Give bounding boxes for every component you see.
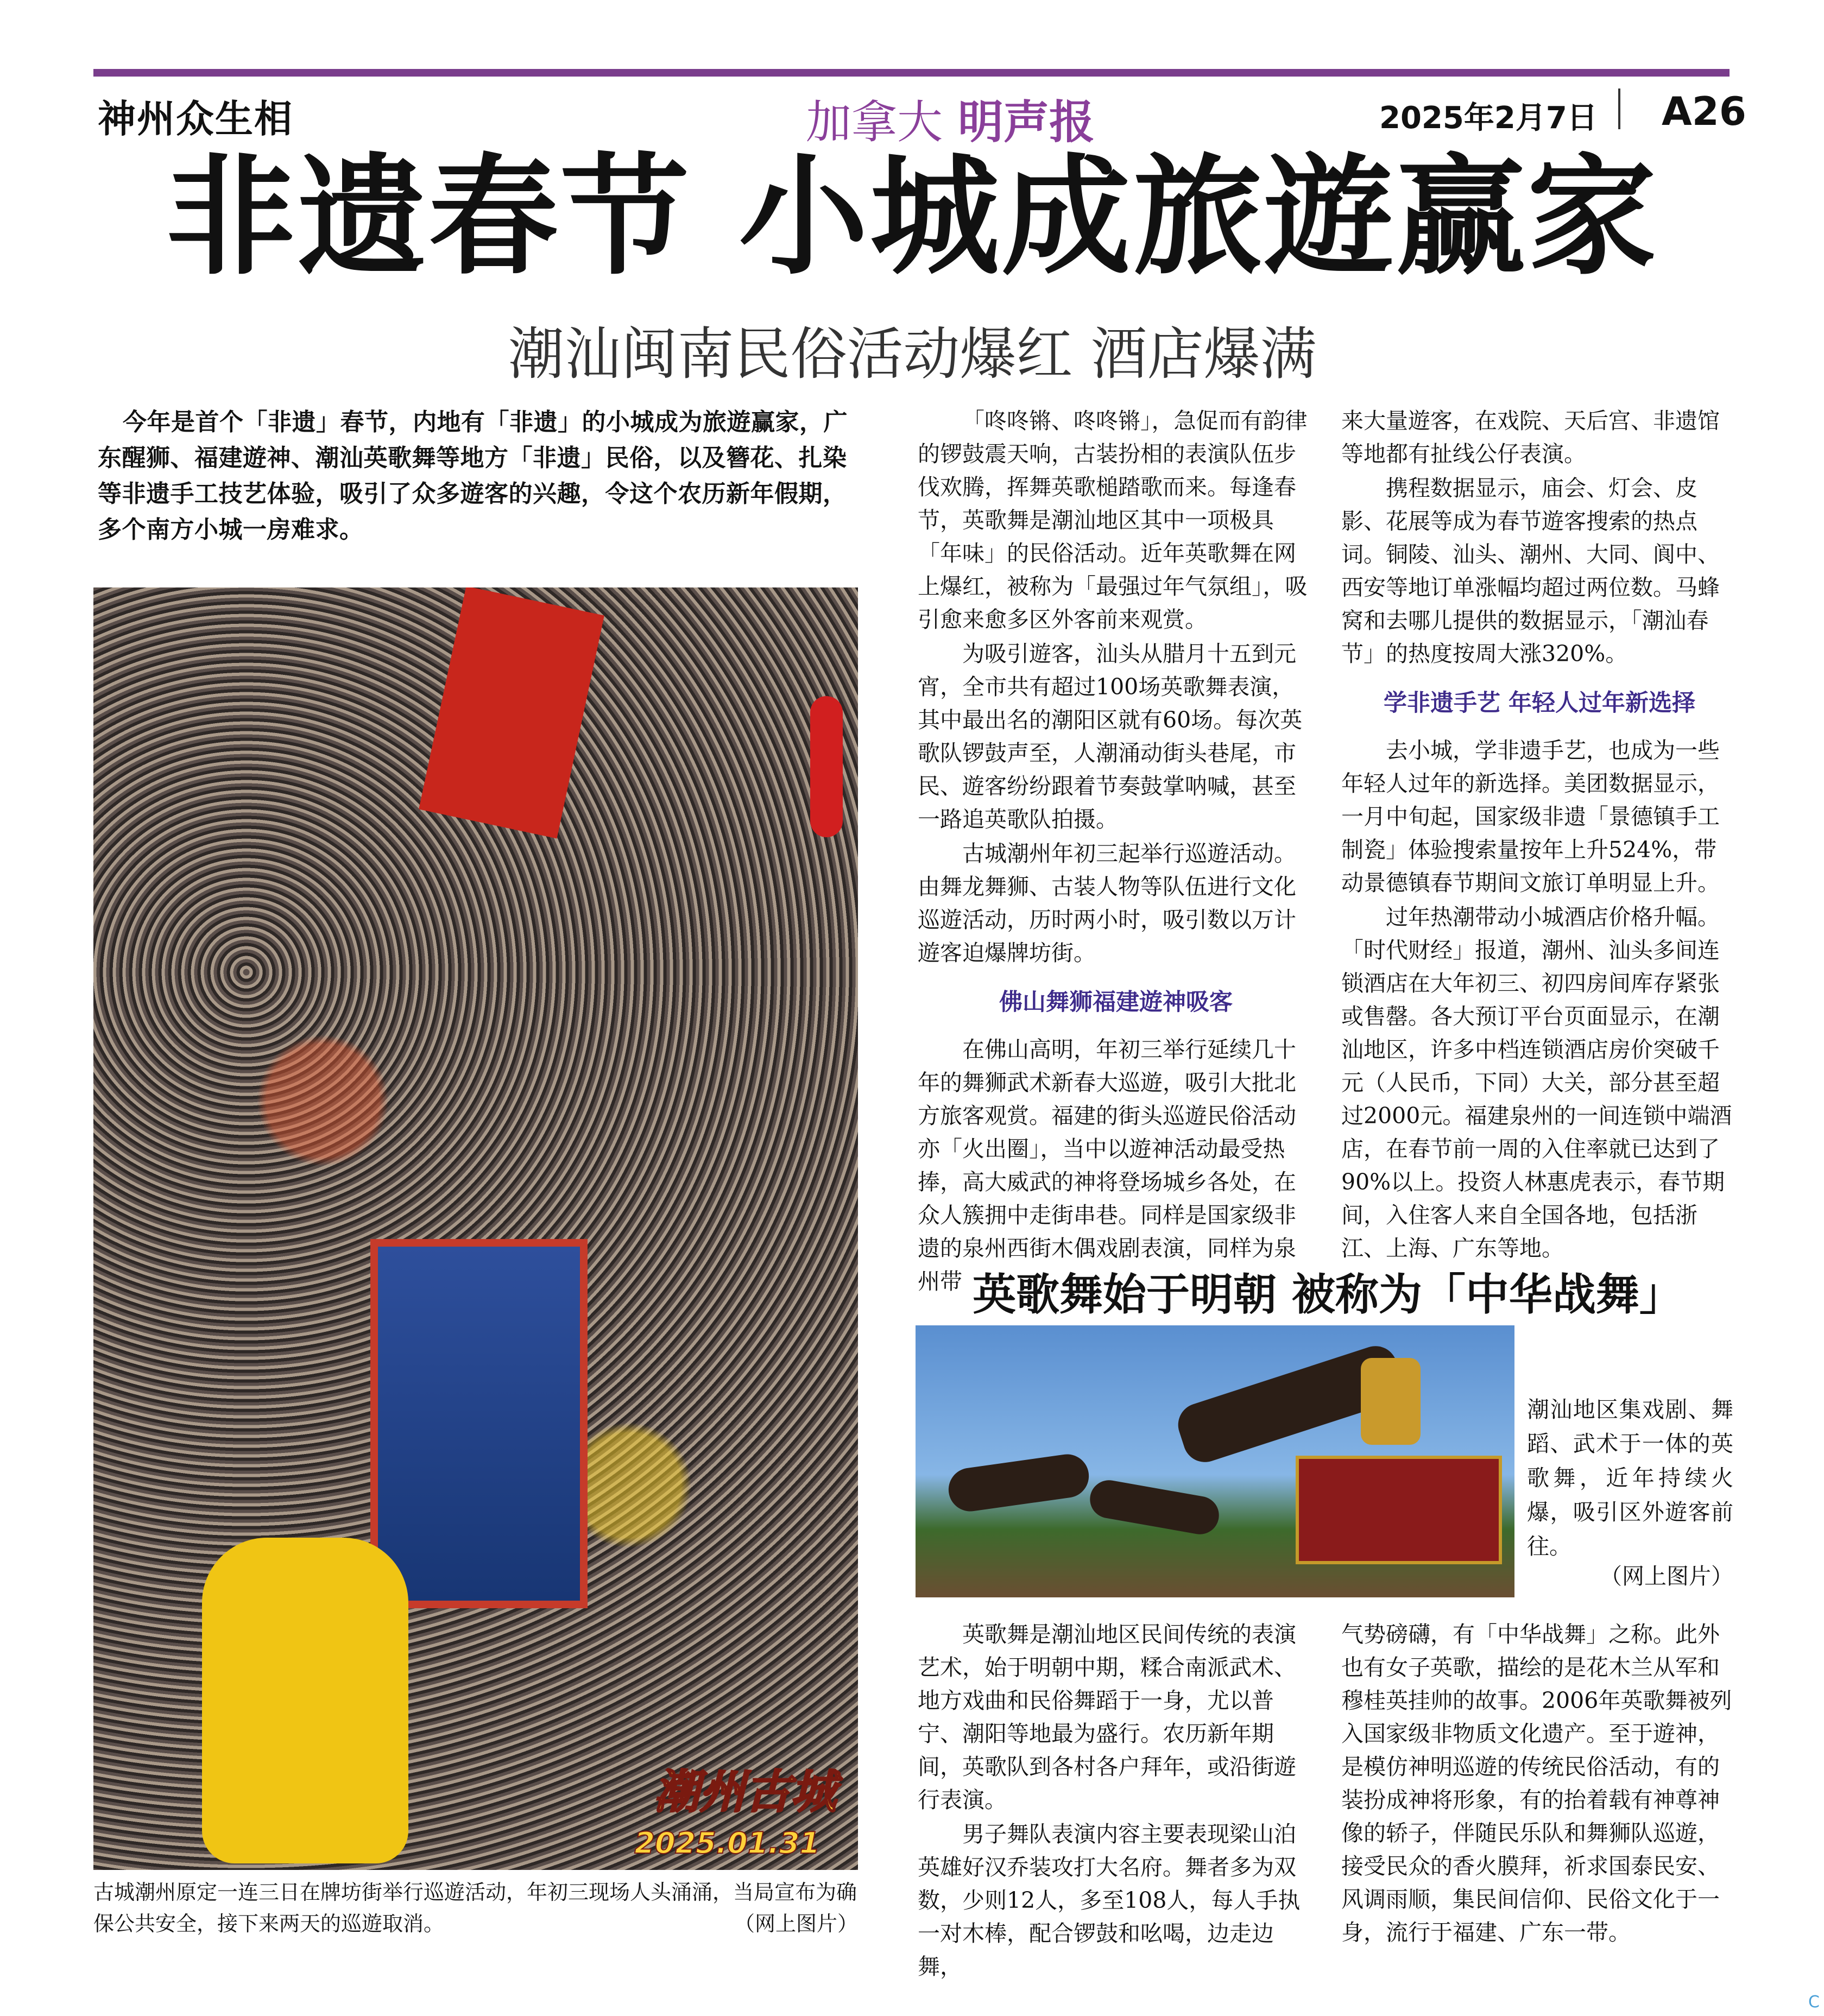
subheadline: 潮汕闽南民俗活动爆红 酒店爆满 <box>508 321 1317 387</box>
box-column-left <box>918 1618 1314 1985</box>
paragraph: 为吸引遊客，汕头从腊月十五到元宵，全市共有超过100场英歌舞表演，其中最出名的潮阳区就有60场。每次英歌队锣鼓声至，人潮涌动街头巷尾，市民、遊客纷纷跟着节奏鼓掌呐喊，甚至一路追英歌队拍摄。 <box>918 641 1303 832</box>
stage-shape <box>1296 1456 1502 1564</box>
section-subhead: 学非遗手艺 年轻人过年新选择 <box>1384 690 1695 717</box>
lantern-shape <box>810 696 843 837</box>
section-label: 神州众生相 <box>98 97 293 141</box>
paragraph: 气势磅礴，有「中华战舞」之称。此外也有女子英歌，描绘的是花木兰从军和穆桂英挂帅的故事。2006年英歌舞被列入国家级非物质文化遗产。至于遊神，是模仿神明巡遊的传统民俗活动，有的装扮成神将形象，有的抬着载有神尊神像的轿子，伴随民乐队和舞狮队巡遊，接受民众的香火膜拜，祈求国泰民安、风调雨顺，集民间信仰、民俗文化于一身，流行于福建、广东一带。 <box>1341 1621 1732 1945</box>
box-column-right <box>1341 1618 1738 1950</box>
box-title: 英歌舞始于明朝 被称为「中华战舞」 <box>973 1269 1683 1320</box>
masthead-name: 明声报 <box>958 96 1095 149</box>
deity-banner-shape <box>370 1239 588 1608</box>
photo-overlay-logo: 潮州古城 <box>653 1765 836 1818</box>
photo-overlay-date: 2025.01.31 <box>634 1826 820 1860</box>
article-column-2 <box>918 405 1314 1299</box>
paragraph: 携程数据显示，庙会、灯会、皮影、花展等成为春节遊客搜索的热点词。铜陵、汕头、潮州、大同、阆中、西安等地订单涨幅均超过两位数。马蜂窝和去哪儿提供的数据显示，「潮汕春节」的热度按周大涨320%。 <box>1341 475 1720 667</box>
article-column-3 <box>1341 405 1738 1266</box>
photo-credit: （网上图片） <box>734 1912 858 1936</box>
box-photo-credit: （网上图片） <box>1600 1563 1733 1589</box>
caption-text: 古城潮州原定一连三日在牌坊街举行巡遊活动，年初三现场人头涌涌，当局宣布为确保公共安全，接下来两天的巡遊取消。 <box>93 1880 857 1936</box>
dancer-headdress-shape <box>1361 1358 1421 1445</box>
lede-paragraph: 今年是首个「非遗」春节，内地有「非遗」的小城成为旅遊赢家，广东醒狮、福建遊神、潮汕英歌舞等地方「非遗」民俗，以及簪花、扎染等非遗手工技艺体验，吸引了众多遊客的兴趣，令这个农历新年假期，多个南方小城一房难求。 <box>98 408 848 544</box>
paragraph: 古城潮州年初三起举行巡遊活动。由舞龙舞狮、古装人物等队伍进行文化巡遊活动，历时两小时，吸引数以万计遊客迫爆牌坊街。 <box>918 840 1296 966</box>
lion-dance-shape <box>202 1538 408 1863</box>
box-photo-caption: 潮汕地区集戏剧、舞蹈、武术于一体的英歌舞，近年持续火爆，吸引区外遊客前往。 <box>1527 1396 1733 1559</box>
headline: 非遗春节 小城成旅遊赢家 <box>166 141 1659 293</box>
top-rule <box>93 69 1730 77</box>
red-flag-shape <box>419 587 604 838</box>
photo-caption <box>93 1876 858 1939</box>
paragraph: 过年热潮带动小城酒店价格升幅。「时代财经」报道，潮州、汕头多间连锁酒店在大年初三、初四房间库存紧张或售罄。各大预订平台页面显示，在潮汕地区，许多中档连锁酒店房价突破千元（人民币，下同）大关，部分甚至超过2000元。福建泉州的一间连锁中端酒店，在春节前一周的入住率就已达到了90%以上。投资人林惠虎表示，春节期间，入住客人来自全国各地，包括浙江、上海、广东等地。 <box>1341 904 1732 1261</box>
header-divider <box>1618 89 1620 129</box>
dancer-shape <box>1087 1477 1222 1538</box>
parade-crowd-photo <box>93 587 858 1870</box>
paragraph: 来大量遊客，在戏院、天后宫、非遗馆等地都有扯线公仔表演。 <box>1341 408 1720 467</box>
paragraph: 在佛山高明，年初三举行延续几十年的舞狮武术新春大巡遊，吸引大批北方旅客观赏。福建的街头巡遊民俗活动亦「火出圈」，当中以遊神活动最受热捧，高大威武的神将登场城乡各处，在众人簇拥中走街串巷。同样是国家级非遗的泉州西街木偶戏剧表演，同样为泉州带 <box>918 1037 1296 1294</box>
page-number: A26 <box>1662 89 1746 134</box>
masthead-region: 加拿大 <box>805 96 943 149</box>
paragraph: 「咚咚锵、咚咚锵」，急促而有韵律的锣鼓震天响，古装扮相的表演队伍步伐欢腾，挥舞英歌槌踏歌而来。每逢春节，英歌舞是潮汕地区其中一项极具「年味」的民俗活动。近年英歌舞在网上爆红，被称为「最强过年气氛组」，吸引愈来愈多区外客前来观赏。 <box>918 408 1308 633</box>
dancer-shape <box>946 1451 1092 1514</box>
yingge-dance-photo <box>916 1325 1514 1597</box>
paragraph: 男子舞队表演内容主要表现梁山泊英雄好汉乔装攻打大名府。舞者多为双数，少则12人，多至108人，每人手执一对木棒，配合锣鼓和吆喝，边走边舞， <box>918 1821 1301 1980</box>
paragraph: 英歌舞是潮汕地区民间传统的表演艺术，始于明朝中期，糅合南派武术、地方戏曲和民俗舞蹈于一身，尤以普宁、潮阳等地最为盛行。农历新年期间，英歌队到各村各户拜年，或沿街遊行表演。 <box>918 1621 1296 1813</box>
corner-mark: C <box>1808 1993 1820 2012</box>
issue-date: 2025年2月7日 <box>1379 100 1598 136</box>
section-subhead: 佛山舞狮福建遊神吸客 <box>999 989 1233 1016</box>
paragraph: 去小城，学非遗手艺，也成为一些年轻人过年的新选择。美团数据显示，一月中旬起，国家级非遗「景德镇手工制瓷」体验搜索量按年上升524%，带动景德镇春节期间文旅订单明显上升。 <box>1341 737 1720 896</box>
